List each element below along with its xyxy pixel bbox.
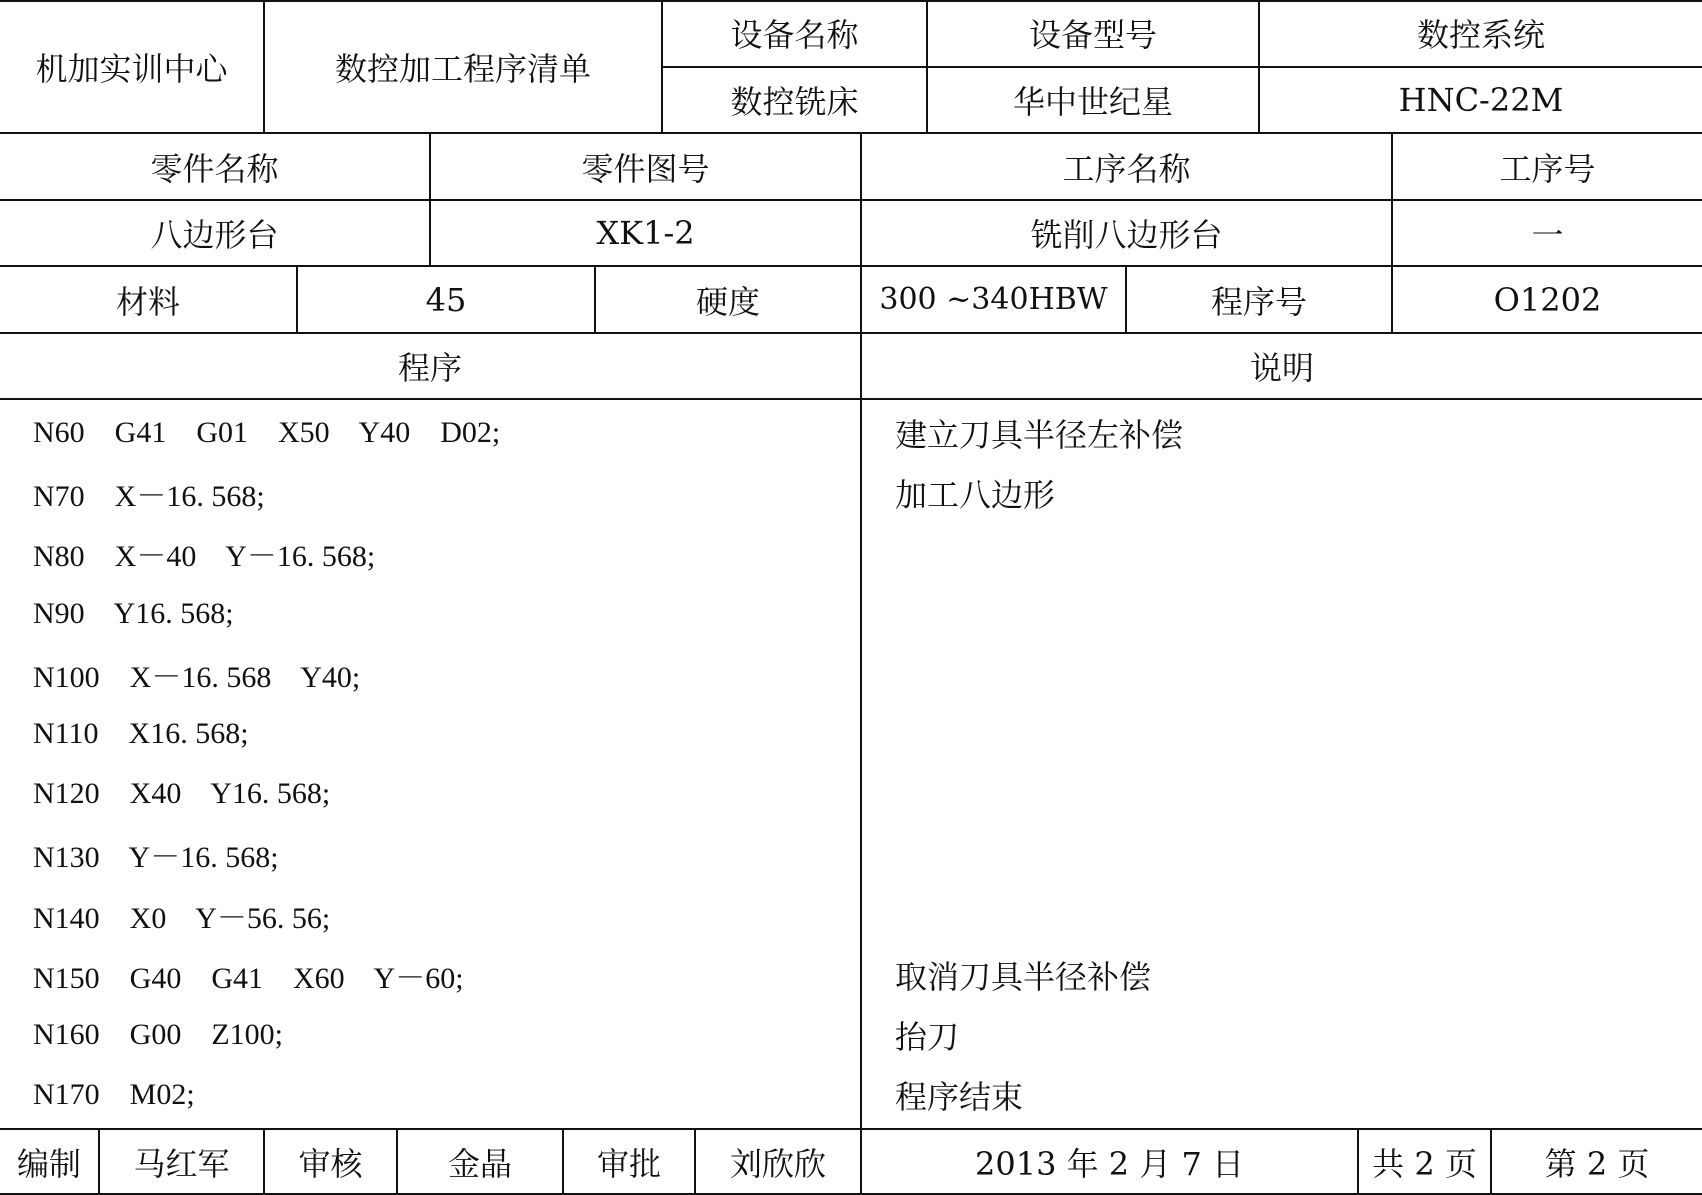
- material-value: 45: [425, 280, 467, 319]
- drawing-number: XK1-2: [596, 214, 695, 252]
- note-line: 程序结束: [895, 1078, 1024, 1117]
- document-title: 数控加工程序清单: [334, 49, 591, 88]
- process-number: 一: [1531, 216, 1564, 254]
- program-line: N130 Y－16. 568;: [33, 841, 279, 875]
- drawing-number-label: 零件图号: [581, 149, 710, 188]
- program-line: N80 X－40 Y－16. 568;: [33, 540, 376, 574]
- program-line: N70 X－16. 568;: [33, 480, 265, 514]
- equipment-name: 数控铣床: [730, 83, 859, 121]
- training-center: 机加实训中心: [35, 49, 228, 88]
- material-label: 材料: [115, 282, 180, 321]
- program-line: N160 G00 Z100;: [33, 1018, 283, 1051]
- note-line: 加工八边形: [895, 476, 1056, 515]
- page-number: 第 2 页: [1544, 1144, 1650, 1183]
- program-line: N170 M02;: [33, 1078, 195, 1112]
- approved-label: 审批: [596, 1144, 661, 1183]
- program-line: N140 X0 Y－56. 56;: [33, 901, 331, 935]
- approved-by: 刘欣欣: [729, 1144, 826, 1183]
- note-line: 建立刀具半径左补偿: [895, 416, 1184, 454]
- rule: [0, 398, 1702, 400]
- part-name: 八边形台: [150, 216, 279, 254]
- cnc-system: HNC-22M: [1398, 81, 1564, 119]
- part-name-label: 零件名称: [150, 149, 279, 188]
- program-line: N60 G41 G01 X50 Y40 D02;: [33, 416, 501, 449]
- reviewed-by: 金晶: [447, 1144, 512, 1183]
- notes-column-header: 说明: [1249, 349, 1314, 387]
- compiled-label: 编制: [16, 1144, 81, 1183]
- note-line: 抬刀: [895, 1018, 960, 1056]
- hardness-value: 300 ~340HBW: [879, 282, 1108, 317]
- cnc-system-label: 数控系统: [1416, 16, 1545, 54]
- equipment-model-label: 设备型号: [1028, 16, 1157, 54]
- equipment-name-label: 设备名称: [730, 16, 859, 54]
- compiled-by: 马红军: [133, 1144, 230, 1183]
- process-number-label: 工序号: [1499, 149, 1596, 188]
- program-line: N110 X16. 568;: [33, 717, 249, 750]
- note-line: 取消刀具半径补偿: [895, 957, 1152, 996]
- process-name: 铣削八边形台: [1030, 216, 1223, 254]
- date: 2013 年 2 月 7 日: [974, 1144, 1245, 1183]
- program-number: O1202: [1493, 280, 1602, 319]
- hardness-label: 硬度: [695, 282, 760, 321]
- program-line: N90 Y16. 568;: [33, 596, 234, 630]
- program-line: N100 X－16. 568 Y40;: [33, 660, 361, 694]
- program-line: N120 X40 Y16. 568;: [33, 777, 331, 811]
- total-pages: 共 2 页: [1372, 1144, 1477, 1183]
- reviewed-label: 审核: [298, 1144, 363, 1183]
- program-column-header: 程序: [397, 349, 462, 387]
- program-line: N150 G40 G41 X60 Y－60;: [33, 961, 464, 995]
- rule: [860, 332, 862, 1129]
- program-number-label: 程序号: [1210, 282, 1307, 321]
- equipment-model: 华中世纪星: [1012, 83, 1173, 121]
- process-name-label: 工序名称: [1062, 149, 1191, 188]
